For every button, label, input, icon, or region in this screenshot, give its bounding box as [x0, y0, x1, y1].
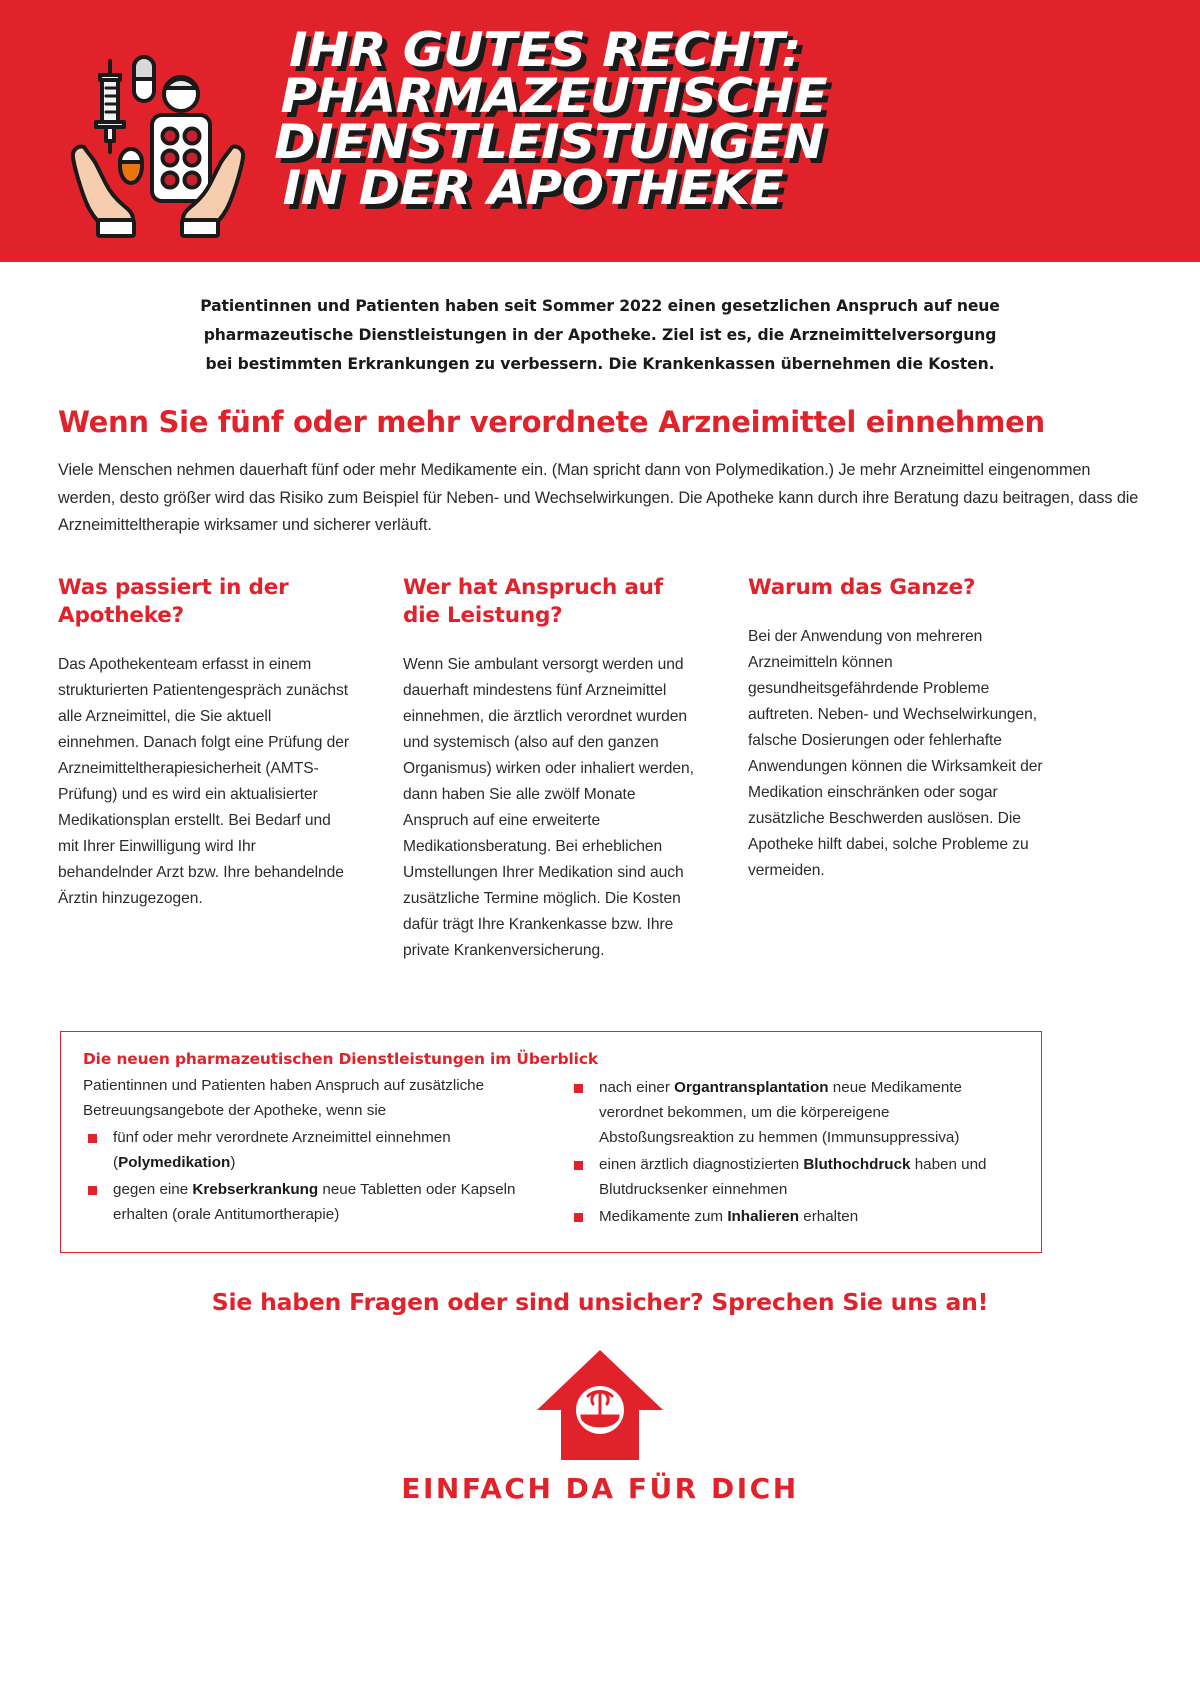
- overview-right-bullets: [569, 1075, 1019, 1229]
- overview-heading: Die neuen pharmazeutischen Dienstleistungen im Überblick: [83, 1050, 598, 1068]
- title-line-2: PHARMAZEUTISCHE: [280, 69, 828, 124]
- column-heading: Wer hat Anspruch auf die Leistung?: [403, 574, 663, 628]
- column-heading: Warum das Ganze?: [748, 574, 976, 600]
- list-item: einen ärztlich diagnostizierten Bluthochdruck haben und Blutdrucksenker einnehmen: [569, 1152, 1019, 1202]
- overview-left-bullets: [83, 1125, 533, 1227]
- list-item-emphasis: Polymedikation: [118, 1154, 231, 1171]
- footer-claim: EINFACH DA FÜR DICH: [401, 1472, 799, 1505]
- list-item: gegen eine Krebserkrankung neue Tabletten oder Kapseln erhalten (orale Antitumortherapie): [83, 1177, 533, 1227]
- list-item: fünf oder mehr verordnete Arzneimittel einnehmen (Polymedikation): [83, 1125, 533, 1175]
- column-heading: Was passiert in der Apotheke?: [58, 574, 289, 628]
- title-line-4: IN DER APOTHEKE: [282, 161, 784, 216]
- overview-right-column: [569, 1073, 1019, 1231]
- intro-text: Patientinnen und Patienten haben seit Sommer 2022 einen gesetzlichen Anspruch auf neue pharmazeutische Dienstleistungen in der Apotheke. Ziel ist es, die Arzneimittelversorgung bei bestimmten Erkrankungen zu verbessern. Die Krankenkassen übernehmen die Kosten.: [200, 297, 1000, 373]
- list-item-emphasis: Organtransplantation: [674, 1079, 829, 1096]
- list-item: nach einer Organtransplantation neue Medikamente verordnet bekommen, um die körpereigene Abstoßungsreaktion zu hemmen (Immunsuppressiva): [569, 1075, 1019, 1150]
- lead-paragraph: Viele Menschen nehmen dauerhaft fünf oder mehr Medikamente ein. (Man spricht dann von Polymedikation.) Je mehr Arzneimittel eingenommen werden, desto größer wird das Risiko zum Beispiel für Neben- und Wechselwirkungen. Die Apotheke kann durch ihre Beratung dazu beitragen, dass die Arzneimitteltherapie wirksamer und sicherer verläuft.: [58, 461, 1139, 534]
- header-banner: [0, 0, 1200, 262]
- column-warum-das-ganze: [748, 574, 1043, 964]
- list-item-emphasis: Inhalieren: [727, 1208, 800, 1225]
- overview-box: [60, 1031, 1042, 1253]
- list-item: Medikamente zum Inhalieren erhalten: [569, 1204, 1019, 1229]
- title-line-1: IHR GUTES RECHT:: [288, 23, 801, 78]
- apotheken-a-logo: [0, 1348, 1200, 1463]
- overview-intro: Patientinnen und Patienten haben Anspruch auf zusätzliche Betreuungsangebote der Apotheke, wenn sie: [83, 1077, 485, 1119]
- column-body: Wenn Sie ambulant versorgt werden und dauerhaft mindestens fünf Arzneimittel einnehmen, die ärztlich verordnet wurden und systemisch (also auf den ganzen Organismus) wirken oder inhaliert werden, dann haben Sie alle zwölf Monate Anspruch auf eine erweiterte Medikationsberatung. Bei erheblichen Umstellungen Ihrer Medikation sind auch zusätzliche Termine möglich. Die Kosten dafür trägt Ihre Krankenkasse bzw. Ihre private Krankenversicherung.: [403, 655, 694, 959]
- title-line-3: DIENSTLEISTUNGEN: [274, 115, 825, 170]
- hands-holding-medication-icon: [58, 42, 258, 242]
- column-wer-hat-anspruch: [403, 574, 698, 964]
- list-item-emphasis: Bluthochdruck: [803, 1156, 911, 1173]
- list-item-emphasis: Krebserkrankung: [192, 1181, 319, 1198]
- column-body: Bei der Anwendung von mehreren Arzneimitteln können gesundheitsgefährdende Probleme auftreten. Neben- und Wechselwirkungen, falsche Dosierungen oder fehlerhafte Anwendungen können die Wirksamkeit der Medikation einschränken oder sogar zusätzliche Beschwerden auslösen. Die Apotheke hilft dabei, solche Probleme zu vermeiden.: [748, 627, 1043, 879]
- main-headline: Wenn Sie fünf oder mehr verordnete Arzneimittel einnehmen: [58, 405, 1045, 439]
- overview-left-column: [83, 1073, 533, 1231]
- intro-block: [200, 292, 1000, 379]
- column-was-passiert: [58, 574, 353, 964]
- column-body: Das Apothekenteam erfasst in einem strukturierten Patientengespräch zunächst alle Arzneimittel, die Sie aktuell einnehmen. Danach folgt eine Prüfung der Arzneimitteltherapiesicherheit (AMTS-Prüfung) und es wird ein aktualisierter Medikationsplan erstellt. Bei Bedarf und mit Ihrer Einwilligung wird Ihr behandelnder Arzt bzw. Ihre behandelnde Ärztin hinzugezogen.: [58, 655, 350, 907]
- three-column-section: [58, 574, 1142, 964]
- footer-cta-text: Sie haben Fragen oder sind unsicher? Sprechen Sie uns an!: [211, 1288, 989, 1316]
- page-title: [272, 23, 1152, 216]
